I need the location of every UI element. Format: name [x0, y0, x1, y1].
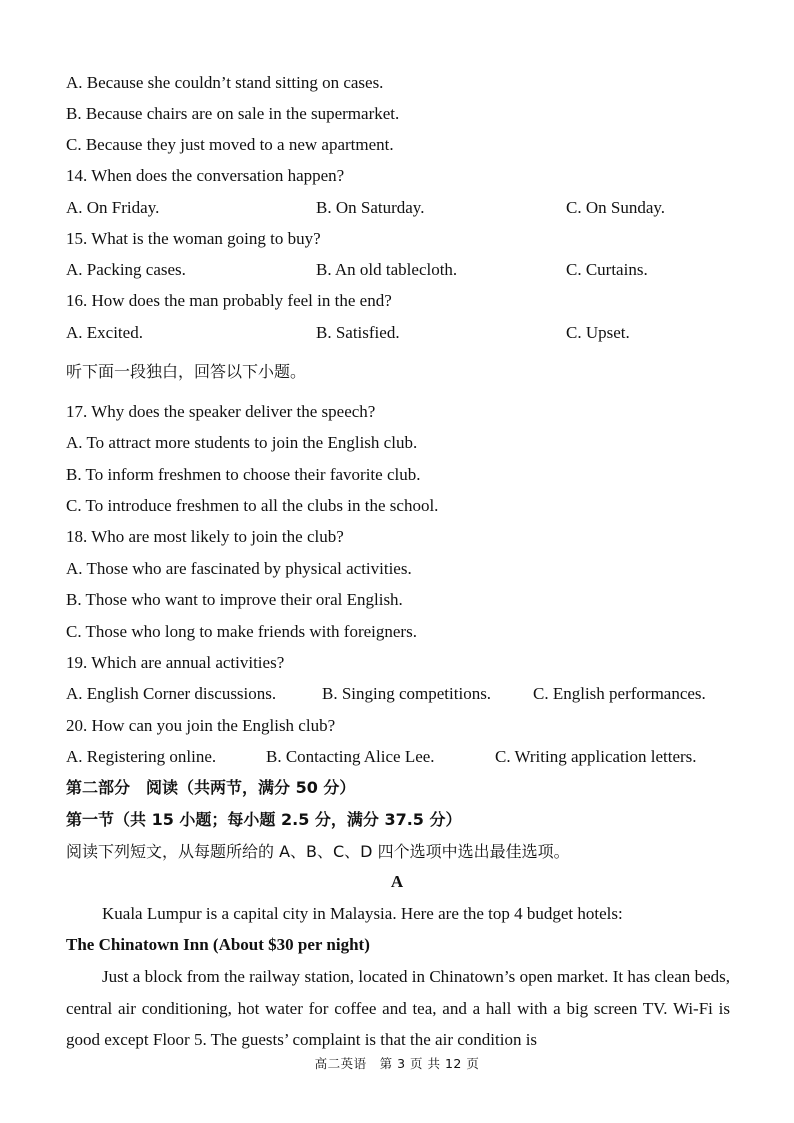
q18-question: 18. Who are most likely to join the club?: [66, 527, 344, 546]
q14-option-c: C. On Sunday.: [566, 198, 666, 217]
q19-option-a: A. English Corner discussions.: [66, 684, 277, 703]
section1-heading: 第一节（共 15 小题；每小题 2.5 分，满分 37.5 分）: [66, 810, 462, 829]
page-footer: 高二英语 第 3 页 共 12 页: [314, 1056, 480, 1071]
q18-option-a: A. Those who are fascinated by physical activities.: [66, 559, 412, 578]
passage-intro: Kuala Lumpur is a capital city in Malaysia. Here are the top 4 budget hotels:: [102, 904, 623, 923]
q16-option-b: B. Satisfied.: [316, 323, 400, 342]
hotel1-title: The Chinatown Inn (About $30 per night): [66, 935, 370, 954]
q20-option-b: B. Contacting Alice Lee.: [266, 747, 435, 766]
q20-option-a: A. Registering online.: [66, 747, 217, 766]
q13-option-a: A. Because she couldn’t stand sitting on cases.: [66, 73, 384, 92]
q16-question: 16. How does the man probably feel in the end?: [66, 291, 392, 310]
q15-option-a: A. Packing cases.: [66, 260, 186, 279]
q19-option-c: C. English performances.: [533, 684, 706, 703]
q18-option-b: B. Those who want to improve their oral English.: [66, 590, 403, 609]
q16-option-c: C. Upset.: [566, 323, 630, 342]
q15-question: 15. What is the woman going to buy?: [66, 229, 321, 248]
hotel1-description: [66, 961, 730, 1056]
q20-option-c: C. Writing application letters.: [495, 747, 697, 766]
q17-option-b: B. To inform freshmen to choose their favorite club.: [66, 465, 421, 484]
q14-question: 14. When does the conversation happen?: [66, 166, 345, 185]
q20-question: 20. How can you join the English club?: [66, 716, 336, 735]
q15-option-b: B. An old tablecloth.: [316, 260, 458, 279]
reading-instruction: 阅读下列短文，从每题所给的 A、B、C、D 四个选项中选出最佳选项。: [66, 842, 570, 861]
q14-option-a: A. On Friday.: [66, 198, 160, 217]
q17-question: 17. Why does the speaker deliver the speech?: [66, 402, 376, 421]
q19-question: 19. Which are annual activities?: [66, 653, 285, 672]
q13-option-b: B. Because chairs are on sale in the supermarket.: [66, 104, 400, 123]
q16-option-a: A. Excited.: [66, 323, 143, 342]
monologue-instruction: 听下面一段独白，回答以下小题。: [66, 362, 307, 381]
q17-option-a: A. To attract more students to join the English club.: [66, 433, 418, 452]
q15-option-c: C. Curtains.: [566, 260, 648, 279]
q18-option-c: C. Those who long to make friends with foreigners.: [66, 622, 417, 641]
q19-option-b: B. Singing competitions.: [322, 684, 492, 703]
q14-option-b: B. On Saturday.: [316, 198, 425, 217]
q13-option-c: C. Because they just moved to a new apartment.: [66, 135, 394, 154]
q17-option-c: C. To introduce freshmen to all the clubs in the school.: [66, 496, 439, 515]
part2-heading: 第二部分 阅读（共两节，满分 50 分）: [66, 778, 356, 797]
passage-label: A: [390, 872, 404, 891]
hotel1-text: Just a block from the railway station, located in Chinatown’s open market. It has clean beds, central air conditioning, hot water for coffee and tea, and a hall with a big screen TV. Wi-Fi is good except Floor 5. The guests’ complaint is that the air condition is: [66, 967, 730, 1049]
